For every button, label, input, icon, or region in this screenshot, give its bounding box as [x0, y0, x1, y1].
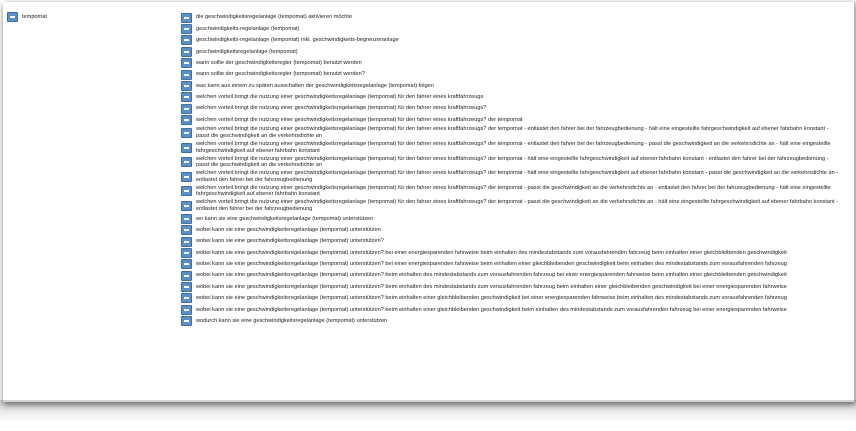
- list-item: [181, 155, 843, 170]
- collapse-icon[interactable]: [181, 282, 192, 292]
- collapse-icon[interactable]: [181, 248, 192, 258]
- phrase-list: [181, 12, 843, 327]
- list-item-text: wobei kann sie eine geschwindigkeitsregelanlage (tempomat) unterstützen? bei einer energiesparenden fahrweise beim einhalten des mindestabstands zum vorausfahrenden fahrzeug beim einhalten einer gleichbleibenden geschwindigkeit: [196, 249, 787, 256]
- list-item: [181, 23, 843, 34]
- list-item-text: welchen vorteil bringt die nutzung einer geschwindigkeitsregelanlage (tempomat) für den fahrer eines kraftfahrzeugs? der tempomat - passt die geschwindigkeit an die verkehrsdichte an - entlastet den fahrer bei der fahrzeugbedienung - hält eine eingestellte fahrgeschwindigkeit auf ebener fahrbahn konstant: [196, 184, 831, 198]
- list-item: [181, 69, 843, 80]
- list-item: [181, 140, 843, 155]
- list-item: [181, 247, 843, 258]
- collapse-icon[interactable]: [181, 104, 192, 114]
- list-item: [181, 225, 843, 236]
- list-item: [181, 126, 843, 141]
- list-item: [181, 236, 843, 247]
- collapse-icon[interactable]: [181, 305, 192, 315]
- list-item-text: wann sollte der geschwindigkeitsregler (tempomat) benutzt werden?: [196, 71, 365, 78]
- collapse-icon[interactable]: [181, 271, 192, 281]
- list-item: [181, 281, 843, 292]
- list-item: [181, 316, 843, 327]
- list-item-text: geschwindigkeits-regelanlage (tempomat) inkl. geschwindigkeits-begrenzeranlage: [196, 37, 399, 44]
- collapse-icon[interactable]: [181, 70, 192, 80]
- list-item: [181, 58, 843, 69]
- list-item: [181, 259, 843, 270]
- collapse-icon[interactable]: [7, 12, 18, 22]
- term-list-panel: [3, 2, 855, 402]
- list-item: [181, 270, 843, 281]
- list-item: [181, 199, 843, 214]
- collapse-icon[interactable]: [181, 214, 192, 224]
- collapse-icon[interactable]: [181, 35, 192, 45]
- list-item-text: welchen vorteil bringt die nutzung einer geschwindigkeitsregelanlage (tempomat) für den fahrer eines kraftfahrzeugs: [196, 94, 484, 101]
- collapse-icon[interactable]: [181, 81, 192, 91]
- list-item-text: wobei kann sie eine geschwindigkeitsregelanlage (tempomat) unterstützen? beim einhalten des mindestabstands zum vorausfahrenden fahrzeug bei einer energiesparenden fahrweise beim einhalten einer gleichbleibenden geschwindigkeit: [196, 272, 787, 279]
- term-cell: [7, 12, 47, 22]
- collapse-icon[interactable]: [181, 47, 192, 57]
- collapse-icon[interactable]: [181, 293, 192, 303]
- list-item: [181, 114, 843, 125]
- list-item-text: welchen vorteil bringt die nutzung einer geschwindigkeitsregelanlage (tempomat) für den fahrer eines kraftfahrzeugs? der tempomat - hält eine eingestellte fahrgeschwindigkeit auf ebener fahrbahn konstant - passt die geschwindigkeit an die verkehrsdichte an - entlastet den fahrer bei der fahrzeugbedienung: [196, 170, 839, 183]
- collapse-icon[interactable]: [181, 201, 192, 211]
- list-item: [181, 12, 843, 23]
- list-item: [181, 304, 843, 315]
- list-item: [181, 92, 843, 103]
- list-item: [181, 80, 843, 91]
- list-item-text: welchen vorteil bringt die nutzung einer geschwindigkeitsregelanlage (tempomat) für den fahrer eines kraftfahrzeugs? der tempomat - entlastet den fahrer bei der fahrzeugbedienung - hält eine eingestellte fahrgeschwindigkeit auf ebener fahrbahn konstant - passt die geschwindigkeit an die verkehrsdichte an: [196, 126, 829, 140]
- collapse-icon[interactable]: [181, 237, 192, 247]
- collapse-icon[interactable]: [181, 186, 192, 196]
- collapse-icon[interactable]: [181, 225, 192, 235]
- collapse-icon[interactable]: [181, 172, 192, 182]
- list-item-text: welchen vorteil bringt die nutzung einer geschwindigkeitsregelanlage (tempomat) für den fahrer eines kraftfahrzeugs? der tempomat - passt die geschwindigkeit an die verkehrsdichte an - hält eine eingestellte fahrgeschwindigkeit auf ebener fahrbahn konstant - entlastet den fahrer bei der fahrzeugbedienung: [196, 199, 839, 212]
- list-item-text: wobei kann sie eine geschwindigkeitsregelanlage (tempomat) unterstützen: [196, 226, 381, 233]
- collapse-icon[interactable]: [181, 157, 192, 167]
- list-item-text: geschwindigkeitsregelanlage (tempomat): [196, 48, 298, 55]
- collapse-icon[interactable]: [181, 58, 192, 68]
- collapse-icon[interactable]: [181, 259, 192, 269]
- list-item-text: welchen vorteil bringt die nutzung einer geschwindigkeitsregelanlage (tempomat) für den fahrer eines kraftfahrzeugs? der tempomat - entlastet den fahrer bei der fahrzeugbedienung - passt die geschwindigkeit an die verkehrsdichte an - hält eine eingestellte fahrgeschwindigkeit auf ebener fahrbahn konstant: [196, 141, 831, 154]
- list-item-text: welchen vorteil bringt die nutzung einer geschwindigkeitsregelanlage (tempomat) für den fahrer eines kraftfahrzeugs? der tempomat - hält eine eingestellte fahrgeschwindigkeit auf ebener fahrbahn konstant - entlastet den fahrer bei der fahrzeugbedienung - passt die geschwindigkeit an die verkehrsdichte an: [196, 155, 829, 169]
- collapse-icon[interactable]: [181, 92, 192, 102]
- list-item-text: wobei kann sie eine geschwindigkeitsregelanlage (tempomat) unterstützen? beim einhalten einer gleichbleibenden geschwindigkeit beim einhalten des mindestabstands zum vorausfahrenden fahrzeug bei einer energiesparenden fahrweise: [196, 306, 787, 313]
- list-item-text: wobei kann sie eine geschwindigkeitsregelanlage (tempomat) unterstützen?: [196, 238, 384, 245]
- list-item-text: wobei kann sie eine geschwindigkeitsregelanlage (tempomat) unterstützen? beim einhalten des mindestabstands zum vorausfahrenden fahrzeug beim einhalten einer gleichbleibenden geschwindigkeit bei einer energiesparenden fahrweise: [196, 283, 787, 290]
- collapse-icon[interactable]: [181, 13, 192, 23]
- list-item: [181, 293, 843, 304]
- list-item: [181, 35, 843, 46]
- list-item: [181, 46, 843, 57]
- list-item: [181, 169, 843, 184]
- panel-shadow: [0, 400, 856, 431]
- list-item-text: wodurch kann sie eine geschwindigkeitsregelanlage (tempomat) unterstützen: [196, 317, 388, 324]
- list-item-text: die geschwindigkeitsregelanlage (tempomat) aktivieren möchte: [196, 14, 353, 21]
- list-item-text: wo kann sie eine geschwindigkeitsregelanlage (tempomat) unterstützen: [196, 215, 374, 222]
- list-item: [181, 103, 843, 114]
- collapse-icon[interactable]: [181, 128, 192, 138]
- list-item-text: wann sollte der geschwindigkeitsregler (tempomat) benutzt werden: [196, 59, 362, 66]
- list-item-text: geschwindigkeits-regelanlage (tempomat): [196, 25, 300, 32]
- list-item: [181, 213, 843, 224]
- collapse-icon[interactable]: [181, 316, 192, 326]
- list-item: [181, 184, 843, 199]
- term-label: tempomat: [22, 13, 47, 20]
- list-item-text: welchen vorteil bringt die nutzung einer geschwindigkeitsregelanlage (tempomat) für den fahrer eines kraftfahrzeugs? der tempomat: [196, 116, 523, 123]
- collapse-icon[interactable]: [181, 143, 192, 153]
- list-item-text: wobei kann sie eine geschwindigkeitsregelanlage (tempomat) unterstützen? beim einhalten einer gleichbleibenden geschwindigkeit bei einer energiesparenden fahrweise beim einhalten des mindestabstands zum vorausfahrenden fahrzeug: [196, 295, 787, 302]
- collapse-icon[interactable]: [181, 115, 192, 125]
- collapse-icon[interactable]: [181, 24, 192, 34]
- list-item-text: was kann aus einem zu späten ausschalten der geschwindigkeitsregelanlage (tempomat) folgen: [196, 82, 434, 89]
- list-item-text: wobei kann sie eine geschwindigkeitsregelanlage (tempomat) unterstützen? bei einer energiesparenden fahrweise beim einhalten einer gleichbleibenden geschwindigkeit beim einhalten des mindestabstands zum vorausfahrenden fahrzeug: [196, 261, 787, 268]
- list-item-text: welchen vorteil bringt die nutzung einer geschwindigkeitsregelanlage (tempomat) für den fahrer eines kraftfahrzeugs?: [196, 105, 487, 112]
